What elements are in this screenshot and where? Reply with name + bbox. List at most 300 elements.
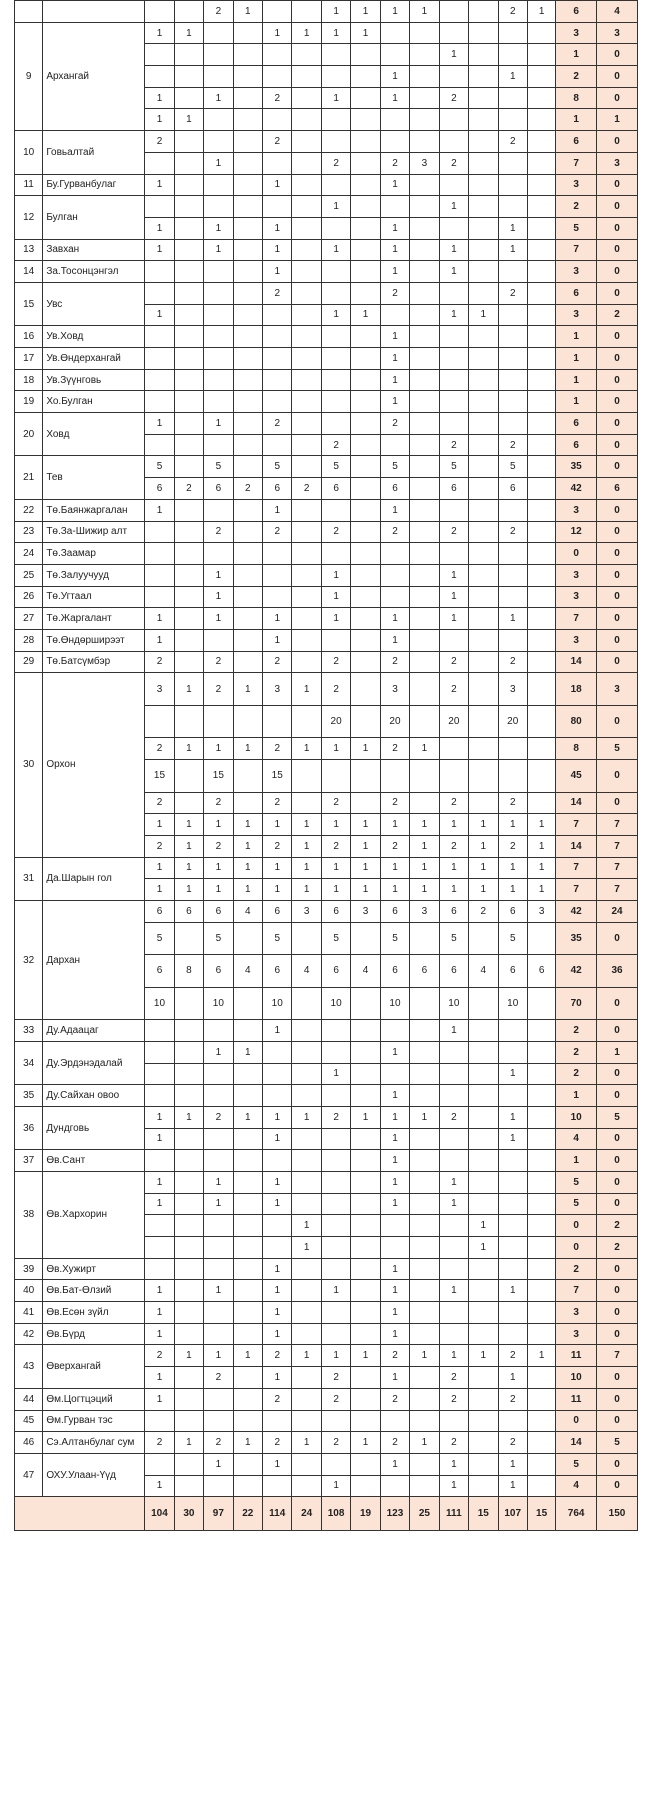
value-cell [527,673,555,706]
value-cell [292,44,321,66]
value-cell: 1 [498,608,527,630]
value-cell [321,261,350,283]
value-cell: 10 [263,987,292,1020]
value-cell [145,1453,174,1475]
value-cell: 1 [263,1323,292,1345]
value-cell [410,87,439,109]
value-cell: 2 [321,1106,350,1128]
value-cell: 2 [469,900,498,922]
value-cell: 1 [145,1475,174,1497]
value-cell: 5 [145,922,174,955]
value-cell [321,1215,350,1237]
total-cell: 3 [556,629,597,651]
footer-total-cell: 764 [556,1497,597,1531]
value-cell: 1 [410,814,439,836]
row-number: 14 [15,261,43,283]
footer-total-cell: 150 [597,1497,638,1531]
value-cell: 2 [321,835,350,857]
value-cell: 1 [380,217,409,239]
total-cell: 0 [597,1323,638,1345]
footer-total-cell: 114 [263,1497,292,1531]
value-cell [292,1453,321,1475]
value-cell: 3 [145,673,174,706]
value-cell [527,792,555,814]
value-cell: 1 [380,1453,409,1475]
value-cell: 2 [380,651,409,673]
value-cell: 1 [380,1150,409,1172]
value-cell [527,478,555,500]
value-cell: 5 [321,456,350,478]
value-cell: 1 [469,304,498,326]
value-cell: 1 [233,1345,262,1367]
total-cell: 35 [556,922,597,955]
value-cell: 6 [498,955,527,988]
value-cell: 1 [498,1475,527,1497]
row-number: 36 [15,1106,43,1149]
value-cell [410,760,439,793]
value-cell [469,282,498,304]
value-cell: 1 [410,1106,439,1128]
value-cell [527,239,555,261]
value-cell [380,131,409,153]
value-cell [145,1215,174,1237]
value-cell [292,543,321,565]
value-cell [469,1193,498,1215]
value-cell [145,326,174,348]
total-cell: 2 [556,1258,597,1280]
value-cell: 1 [380,879,409,901]
value-cell [498,760,527,793]
value-cell [321,1193,350,1215]
total-cell: 7 [597,1345,638,1367]
value-cell: 1 [351,1106,380,1128]
value-cell [498,22,527,44]
value-cell [469,1106,498,1128]
value-cell [145,586,174,608]
total-cell: 0 [597,348,638,370]
value-cell [527,705,555,738]
value-cell [498,1302,527,1324]
value-cell [233,792,262,814]
value-cell [263,1041,292,1063]
table-row [15,196,638,218]
value-cell: 5 [263,922,292,955]
value-cell [351,1302,380,1324]
total-cell: 5 [556,217,597,239]
value-cell [292,1063,321,1085]
value-cell [233,1475,262,1497]
value-cell [410,196,439,218]
value-cell: 4 [233,900,262,922]
value-cell [174,760,203,793]
value-cell: 2 [498,792,527,814]
value-cell: 1 [469,1215,498,1237]
value-cell: 1 [263,1193,292,1215]
value-cell: 20 [498,705,527,738]
value-cell: 2 [321,651,350,673]
total-cell: 8 [556,87,597,109]
value-cell [498,1258,527,1280]
value-cell: 1 [145,857,174,879]
value-cell [292,304,321,326]
value-cell [498,326,527,348]
value-cell: 2 [439,1106,468,1128]
value-cell: 6 [263,478,292,500]
table-row [15,1258,638,1280]
row-number [15,1,43,23]
entity-name: Орхон [43,673,145,857]
total-cell: 45 [556,760,597,793]
value-cell: 2 [439,152,468,174]
value-cell: 2 [498,1345,527,1367]
value-cell [174,1280,203,1302]
value-cell [233,521,262,543]
value-cell: 6 [204,478,233,500]
entity-name: Архангай [43,22,145,130]
value-cell: 1 [233,879,262,901]
total-cell: 3 [556,261,597,283]
value-cell [380,1410,409,1432]
value-cell [351,1258,380,1280]
value-cell [351,673,380,706]
value-cell: 1 [439,857,468,879]
value-cell [174,1258,203,1280]
value-cell [469,87,498,109]
value-cell [204,196,233,218]
value-cell: 1 [233,814,262,836]
value-cell: 1 [204,1453,233,1475]
value-cell [410,922,439,955]
value-cell [351,608,380,630]
value-cell [233,922,262,955]
footer-total-cell: 123 [380,1497,409,1531]
value-cell [292,792,321,814]
value-cell: 6 [263,900,292,922]
footer-total-cell: 107 [498,1497,527,1531]
value-cell [174,1410,203,1432]
value-cell: 1 [263,879,292,901]
value-cell: 1 [145,22,174,44]
table-row [15,391,638,413]
value-cell [469,1041,498,1063]
value-cell [351,261,380,283]
total-cell: 7 [597,814,638,836]
value-cell: 1 [292,738,321,760]
value-cell [204,369,233,391]
value-cell: 15 [204,760,233,793]
value-cell [527,434,555,456]
total-cell: 2 [556,1041,597,1063]
value-cell: 2 [380,835,409,857]
entity-name: Тө.Залуучууд [43,564,145,586]
value-cell: 1 [263,1453,292,1475]
value-cell: 1 [145,814,174,836]
footer-total-cell: 111 [439,1497,468,1531]
row-number: 25 [15,564,43,586]
value-cell [469,543,498,565]
value-cell [351,651,380,673]
value-cell [380,304,409,326]
total-cell: 3 [597,22,638,44]
value-cell [321,1453,350,1475]
value-cell [410,1215,439,1237]
value-cell: 2 [321,521,350,543]
value-cell [174,1237,203,1259]
value-cell [498,109,527,131]
value-cell [204,1085,233,1107]
entity-name: Өв.Хужирт [43,1258,145,1280]
value-cell: 1 [263,174,292,196]
table-row [15,131,638,153]
value-cell [321,1171,350,1193]
value-cell [410,1453,439,1475]
table-row [15,1302,638,1324]
row-number: 21 [15,456,43,499]
row-number: 32 [15,900,43,1019]
value-cell: 4 [292,955,321,988]
value-cell [439,1063,468,1085]
value-cell: 1 [351,304,380,326]
row-number: 47 [15,1453,43,1496]
entity-name: Өв.Бүрд [43,1323,145,1345]
total-cell: 0 [597,1302,638,1324]
row-number: 42 [15,1323,43,1345]
total-cell: 0 [597,987,638,1020]
value-cell: 3 [410,900,439,922]
value-cell [351,131,380,153]
value-cell [351,987,380,1020]
value-cell: 1 [380,1280,409,1302]
value-cell [263,1410,292,1432]
value-cell [145,1085,174,1107]
value-cell [233,629,262,651]
value-cell [351,564,380,586]
footer-total-cell: 104 [145,1497,174,1531]
value-cell [174,1367,203,1389]
value-cell: 1 [321,1,350,23]
row-number: 41 [15,1302,43,1324]
value-cell [263,348,292,370]
value-cell: 6 [145,900,174,922]
value-cell [233,348,262,370]
value-cell [439,1410,468,1432]
entity-name: Ув.Зүүнговь [43,369,145,391]
value-cell: 2 [204,521,233,543]
total-cell: 0 [556,1237,597,1259]
value-cell: 2 [380,152,409,174]
total-cell: 0 [597,543,638,565]
value-cell [469,1410,498,1432]
value-cell [233,44,262,66]
value-cell: 1 [145,1171,174,1193]
value-cell [263,705,292,738]
value-cell [145,1020,174,1042]
value-cell: 1 [263,1367,292,1389]
value-cell: 2 [380,413,409,435]
value-cell: 1 [410,857,439,879]
value-cell: 8 [174,955,203,988]
value-cell: 1 [469,835,498,857]
total-cell: 7 [556,239,597,261]
value-cell [204,1237,233,1259]
value-cell [233,1258,262,1280]
value-cell [204,109,233,131]
value-cell [263,1475,292,1497]
total-cell: 14 [556,792,597,814]
value-cell [439,109,468,131]
total-cell: 1 [597,1041,638,1063]
row-number: 11 [15,174,43,196]
value-cell [351,1453,380,1475]
value-cell [527,1237,555,1259]
value-cell [174,326,203,348]
value-cell [410,131,439,153]
table-row [15,521,638,543]
value-cell: 1 [498,66,527,88]
value-cell [321,282,350,304]
value-cell: 10 [380,987,409,1020]
value-cell: 2 [204,673,233,706]
total-cell: 0 [597,1258,638,1280]
value-cell: 1 [351,1432,380,1454]
value-cell [498,586,527,608]
value-cell [233,1367,262,1389]
value-cell [263,543,292,565]
value-cell [263,586,292,608]
value-cell [174,1323,203,1345]
entity-name: Дархан [43,900,145,1019]
value-cell: 1 [439,1280,468,1302]
row-number: 35 [15,1085,43,1107]
value-cell [527,564,555,586]
value-cell [351,326,380,348]
value-cell: 2 [380,1432,409,1454]
value-cell: 1 [263,217,292,239]
table-row [15,1150,638,1172]
value-cell [410,413,439,435]
value-cell [351,1388,380,1410]
value-cell [204,499,233,521]
total-cell: 0 [597,521,638,543]
value-cell: 1 [321,608,350,630]
value-cell [233,1302,262,1324]
value-cell: 1 [204,1041,233,1063]
value-cell [439,174,468,196]
total-cell: 36 [597,955,638,988]
value-cell [292,586,321,608]
value-cell: 1 [380,1302,409,1324]
value-cell: 1 [204,564,233,586]
value-cell: 2 [263,131,292,153]
value-cell [233,1410,262,1432]
value-cell [469,738,498,760]
value-cell [351,922,380,955]
table-row [15,1410,638,1432]
value-cell [410,44,439,66]
value-cell [204,282,233,304]
total-cell: 1 [556,348,597,370]
value-cell [410,217,439,239]
value-cell [233,1020,262,1042]
value-cell [321,44,350,66]
value-cell: 2 [145,1345,174,1367]
value-cell: 1 [321,304,350,326]
value-cell [469,434,498,456]
value-cell [233,499,262,521]
entity-name: Тө.Баянжаргалан [43,499,145,521]
value-cell [498,152,527,174]
value-cell [527,413,555,435]
value-cell: 1 [439,1475,468,1497]
value-cell: 2 [233,478,262,500]
value-cell [233,87,262,109]
value-cell [233,413,262,435]
value-cell: 1 [263,22,292,44]
value-cell [410,66,439,88]
value-cell [527,1215,555,1237]
value-cell [469,673,498,706]
value-cell: 1 [498,1063,527,1085]
value-cell [527,196,555,218]
value-cell [174,348,203,370]
entity-name: Тө.Өндөрширээт [43,629,145,651]
value-cell [469,1085,498,1107]
value-cell [380,1063,409,1085]
value-cell: 10 [321,987,350,1020]
value-cell: 2 [439,1367,468,1389]
total-cell: 0 [597,792,638,814]
value-cell: 1 [527,835,555,857]
total-cell: 0 [597,326,638,348]
value-cell [292,564,321,586]
value-cell: 2 [498,1388,527,1410]
value-cell: 1 [204,413,233,435]
value-cell [204,1150,233,1172]
value-cell [498,1085,527,1107]
value-cell [527,521,555,543]
value-cell [527,304,555,326]
value-cell: 1 [321,87,350,109]
value-cell [469,1128,498,1150]
value-cell: 1 [439,44,468,66]
value-cell: 1 [351,857,380,879]
value-cell [439,217,468,239]
value-cell [351,1171,380,1193]
value-cell [145,66,174,88]
total-cell: 0 [597,282,638,304]
total-cell: 0 [597,564,638,586]
value-cell [145,543,174,565]
value-cell [351,478,380,500]
value-cell: 1 [204,1171,233,1193]
value-cell: 1 [380,1,409,23]
value-cell [233,174,262,196]
row-number: 23 [15,521,43,543]
value-cell [174,987,203,1020]
value-cell: 1 [527,814,555,836]
value-cell: 1 [263,1106,292,1128]
value-cell: 1 [439,879,468,901]
value-cell [292,521,321,543]
value-cell [174,413,203,435]
value-cell: 1 [527,1345,555,1367]
value-cell [351,456,380,478]
value-cell: 5 [145,456,174,478]
value-cell [351,1020,380,1042]
value-cell [351,391,380,413]
value-cell [321,1150,350,1172]
total-cell: 0 [597,87,638,109]
